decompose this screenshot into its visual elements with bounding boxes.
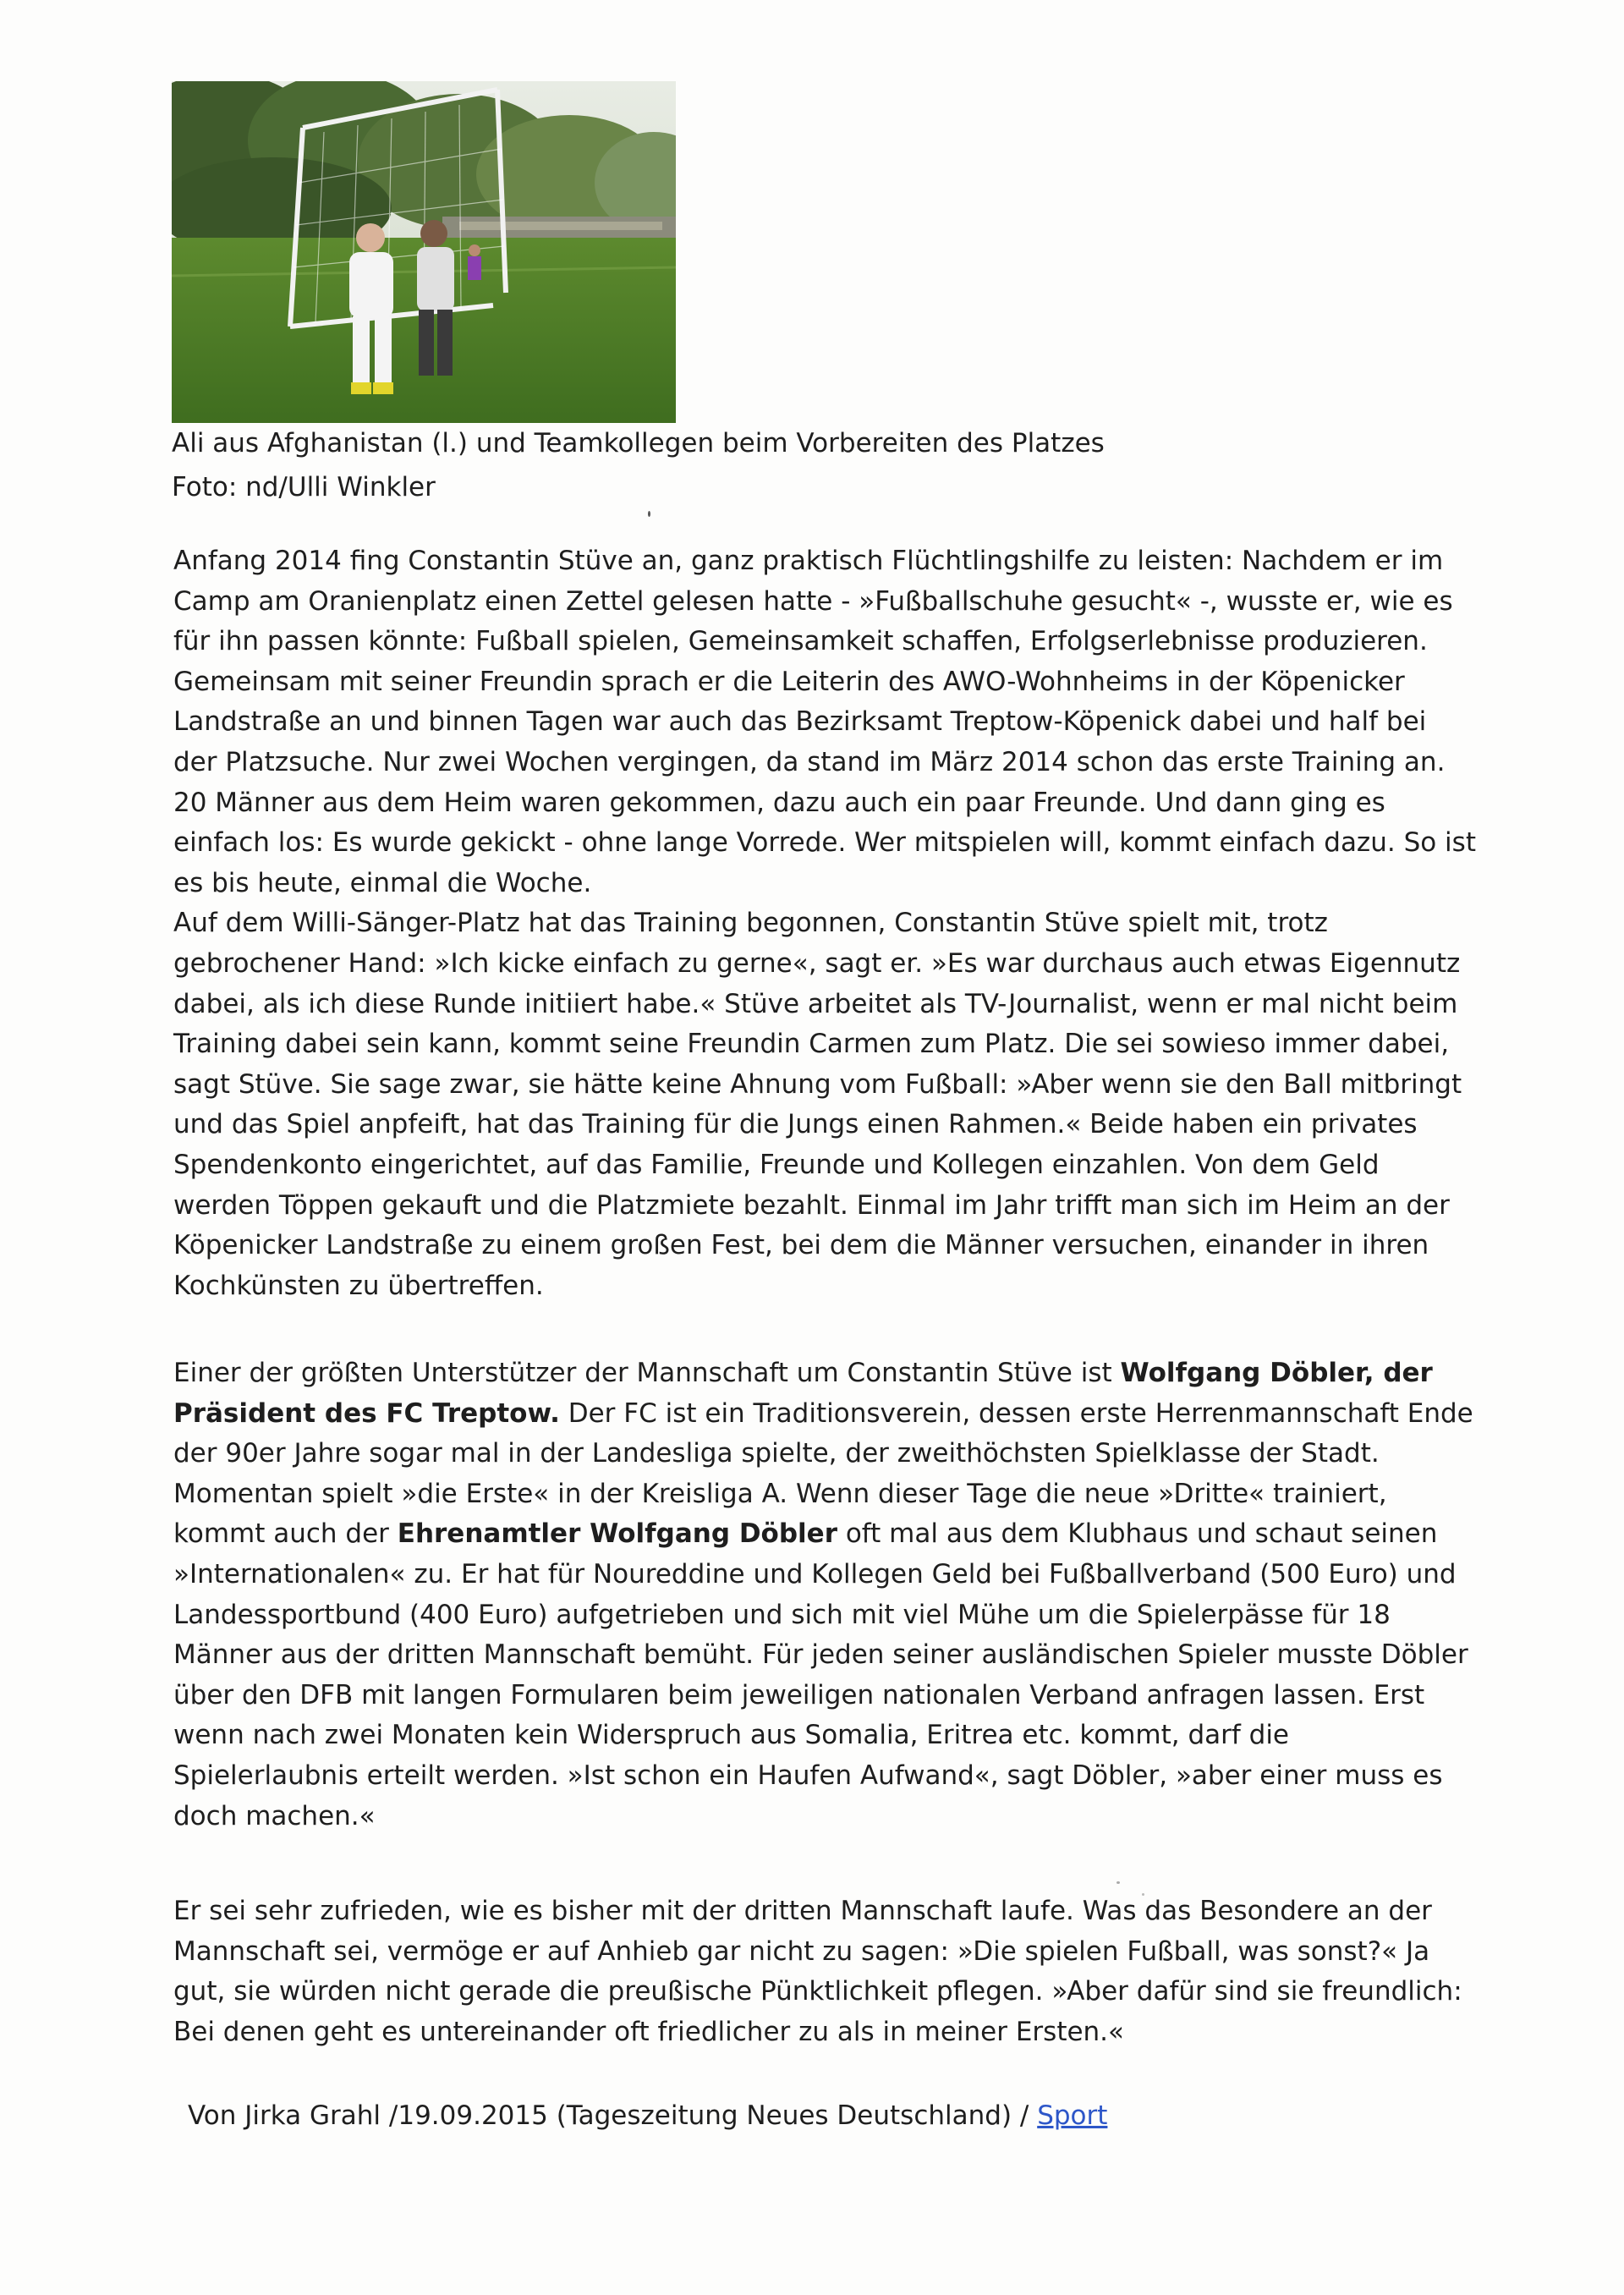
article-paragraph-1: Anfang 2014 fing Constantin Stüve an, ganz praktisch Flüchtlingshilfe zu leisten: Nachdem er im Camp am Oranienplatz einen Zettel gelesen hatte - »Fußballschuhe gesucht« -, wusste er, wie es für ihn passen könnte: Fußball spielen, Gemeinsamkeit schaffen, Erfolgserlebnisse produzieren. Gemeinsam mit seiner Freundin sprach er die Leiterin des AWO-Wohnheims in der Köpenicker Landstraße an und binnen Tagen war auch das Bezirksamt Treptow-Köpenick dabei und half bei der Platzsuche. Nur zwei Wochen vergingen, da stand im März 2014 schon das erste Training an. 20 Männer aus dem Heim waren gekommen, dazu auch ein paar Freunde. Und dann ging es einfach los: Es wurde gekickt - ohne lange Vorrede. Wer mitspielen will, kommt einfach dazu. So ist es bis heute, einmal die Woche. <box>173 546 1476 898</box>
caption-line-1: Ali aus Afghanistan (l.) und Teamkollegen beim Vorbereiten des Platzes <box>172 428 1105 458</box>
football-field-photo-illustration <box>172 81 676 423</box>
article-section-1 <box>173 541 1476 1306</box>
scan-speck <box>648 511 650 517</box>
byline <box>188 2095 1457 2137</box>
article-paragraph-3 <box>173 1353 1476 1837</box>
photo-caption <box>172 421 1440 509</box>
caption-credit: Foto: nd/Ulli Winkler <box>172 472 436 502</box>
article-paragraph-2: Auf dem Willi-Sänger-Platz hat das Training begonnen, Constantin Stüve spielt mit, trotz gebrochener Hand: »Ich kicke einfach zu gerne«, sagt er. »Es war durchaus auch etwas Eigennutz dabei, als ich diese Runde initiiert habe.« Stüve arbeitet als TV-Journalist, wenn er mal nicht beim Training dabei sein kann, kommt seine Freundin Carmen zum Platz. Die sei sowieso immer dabei, sagt Stüve. Sie sage zwar, sie hätte keine Ahnung vom Fußball: »Aber wenn sie den Ball mitbringt und das Spiel anpfeift, hat das Training für die Jungs einen Rahmen.« Beide haben ein privates Spendenkonto eingerichtet, auf das Familie, Freunde und Kollegen einzahlen. Von dem Geld werden Töppen gekauft und die Platzmiete bezahlt. Einmal im Jahr trifft man sich im Heim an der Köpenicker Landstraße zu einem großen Fest, bei dem die Männer versuchen, einander in ihren Kochkünsten zu übertreffen. <box>173 908 1462 1301</box>
p3-text-a: Einer der größten Unterstützer der Mannschaft um Constantin Stüve ist <box>173 1358 1121 1388</box>
article-section-2 <box>173 1353 1476 1837</box>
p3-text-e: oft mal aus dem Klubhaus und schaut seinen »Internationalen« zu. Er hat für Noureddine und Kollegen Geld bei Fußballverband (500 Euro) und Landessportbund (400 Euro) aufgetrieben und sich mit viel Mühe um die Spielerpässe für 18 Männer aus der dritten Mannschaft bemüht. Für jeden seiner ausländischen Spieler musste Döbler über den DFB mit langen Formularen beim jeweiligen nationalen Verband anfragen lassen. Erst wenn nach zwei Monaten kein Widerspruch aus Somalia, Eritrea etc. kommt, darf die Spielerlaubnis erteilt werden. »Ist schon ein Haufen Aufwand«, sagt Döbler, »aber einer muss es doch machen.« <box>173 1518 1468 1831</box>
p3-text-c: Der FC ist ein Traditionsverein, dessen erste Herrenmannschaft Ende der 90er Jahre sogar mal in der Landesliga spielte, der zweithöchsten Spielklasse der Stadt. Momentan spielt »die Erste« in der Kreisliga A. Wenn dieser Tage die neue »Dritte« trainiert, kommt auch der <box>173 1397 1473 1550</box>
scan-speck <box>1116 1881 1120 1884</box>
p3-bold-president: Wolfgang Döbler, der Präsident des FC Treptow. <box>173 1358 1433 1429</box>
byline-text: Von Jirka Grahl /19.09.2015 (Tageszeitung Neues Deutschland) / <box>188 2100 1038 2131</box>
p3-bold-volunteer: Ehrenamtler Wolfgang Döbler <box>397 1518 837 1550</box>
sport-link[interactable]: Sport <box>1037 2100 1108 2131</box>
article-photo <box>172 81 676 423</box>
article-section-3 <box>173 1891 1476 2052</box>
article-paragraph-4: Er sei sehr zufrieden, wie es bisher mit der dritten Mannschaft laufe. Was das Besondere an der Mannschaft sei, vermöge er auf Anhieb gar nicht zu sagen: »Die spielen Fußball, was sonst?« Ja gut, sie würden nicht gerade die preußische Pünktlichkeit pflegen. »Aber dafür sind sie freundlich: Bei denen geht es untereinander oft friedlicher zu als in meiner Ersten.« <box>173 1896 1462 2047</box>
